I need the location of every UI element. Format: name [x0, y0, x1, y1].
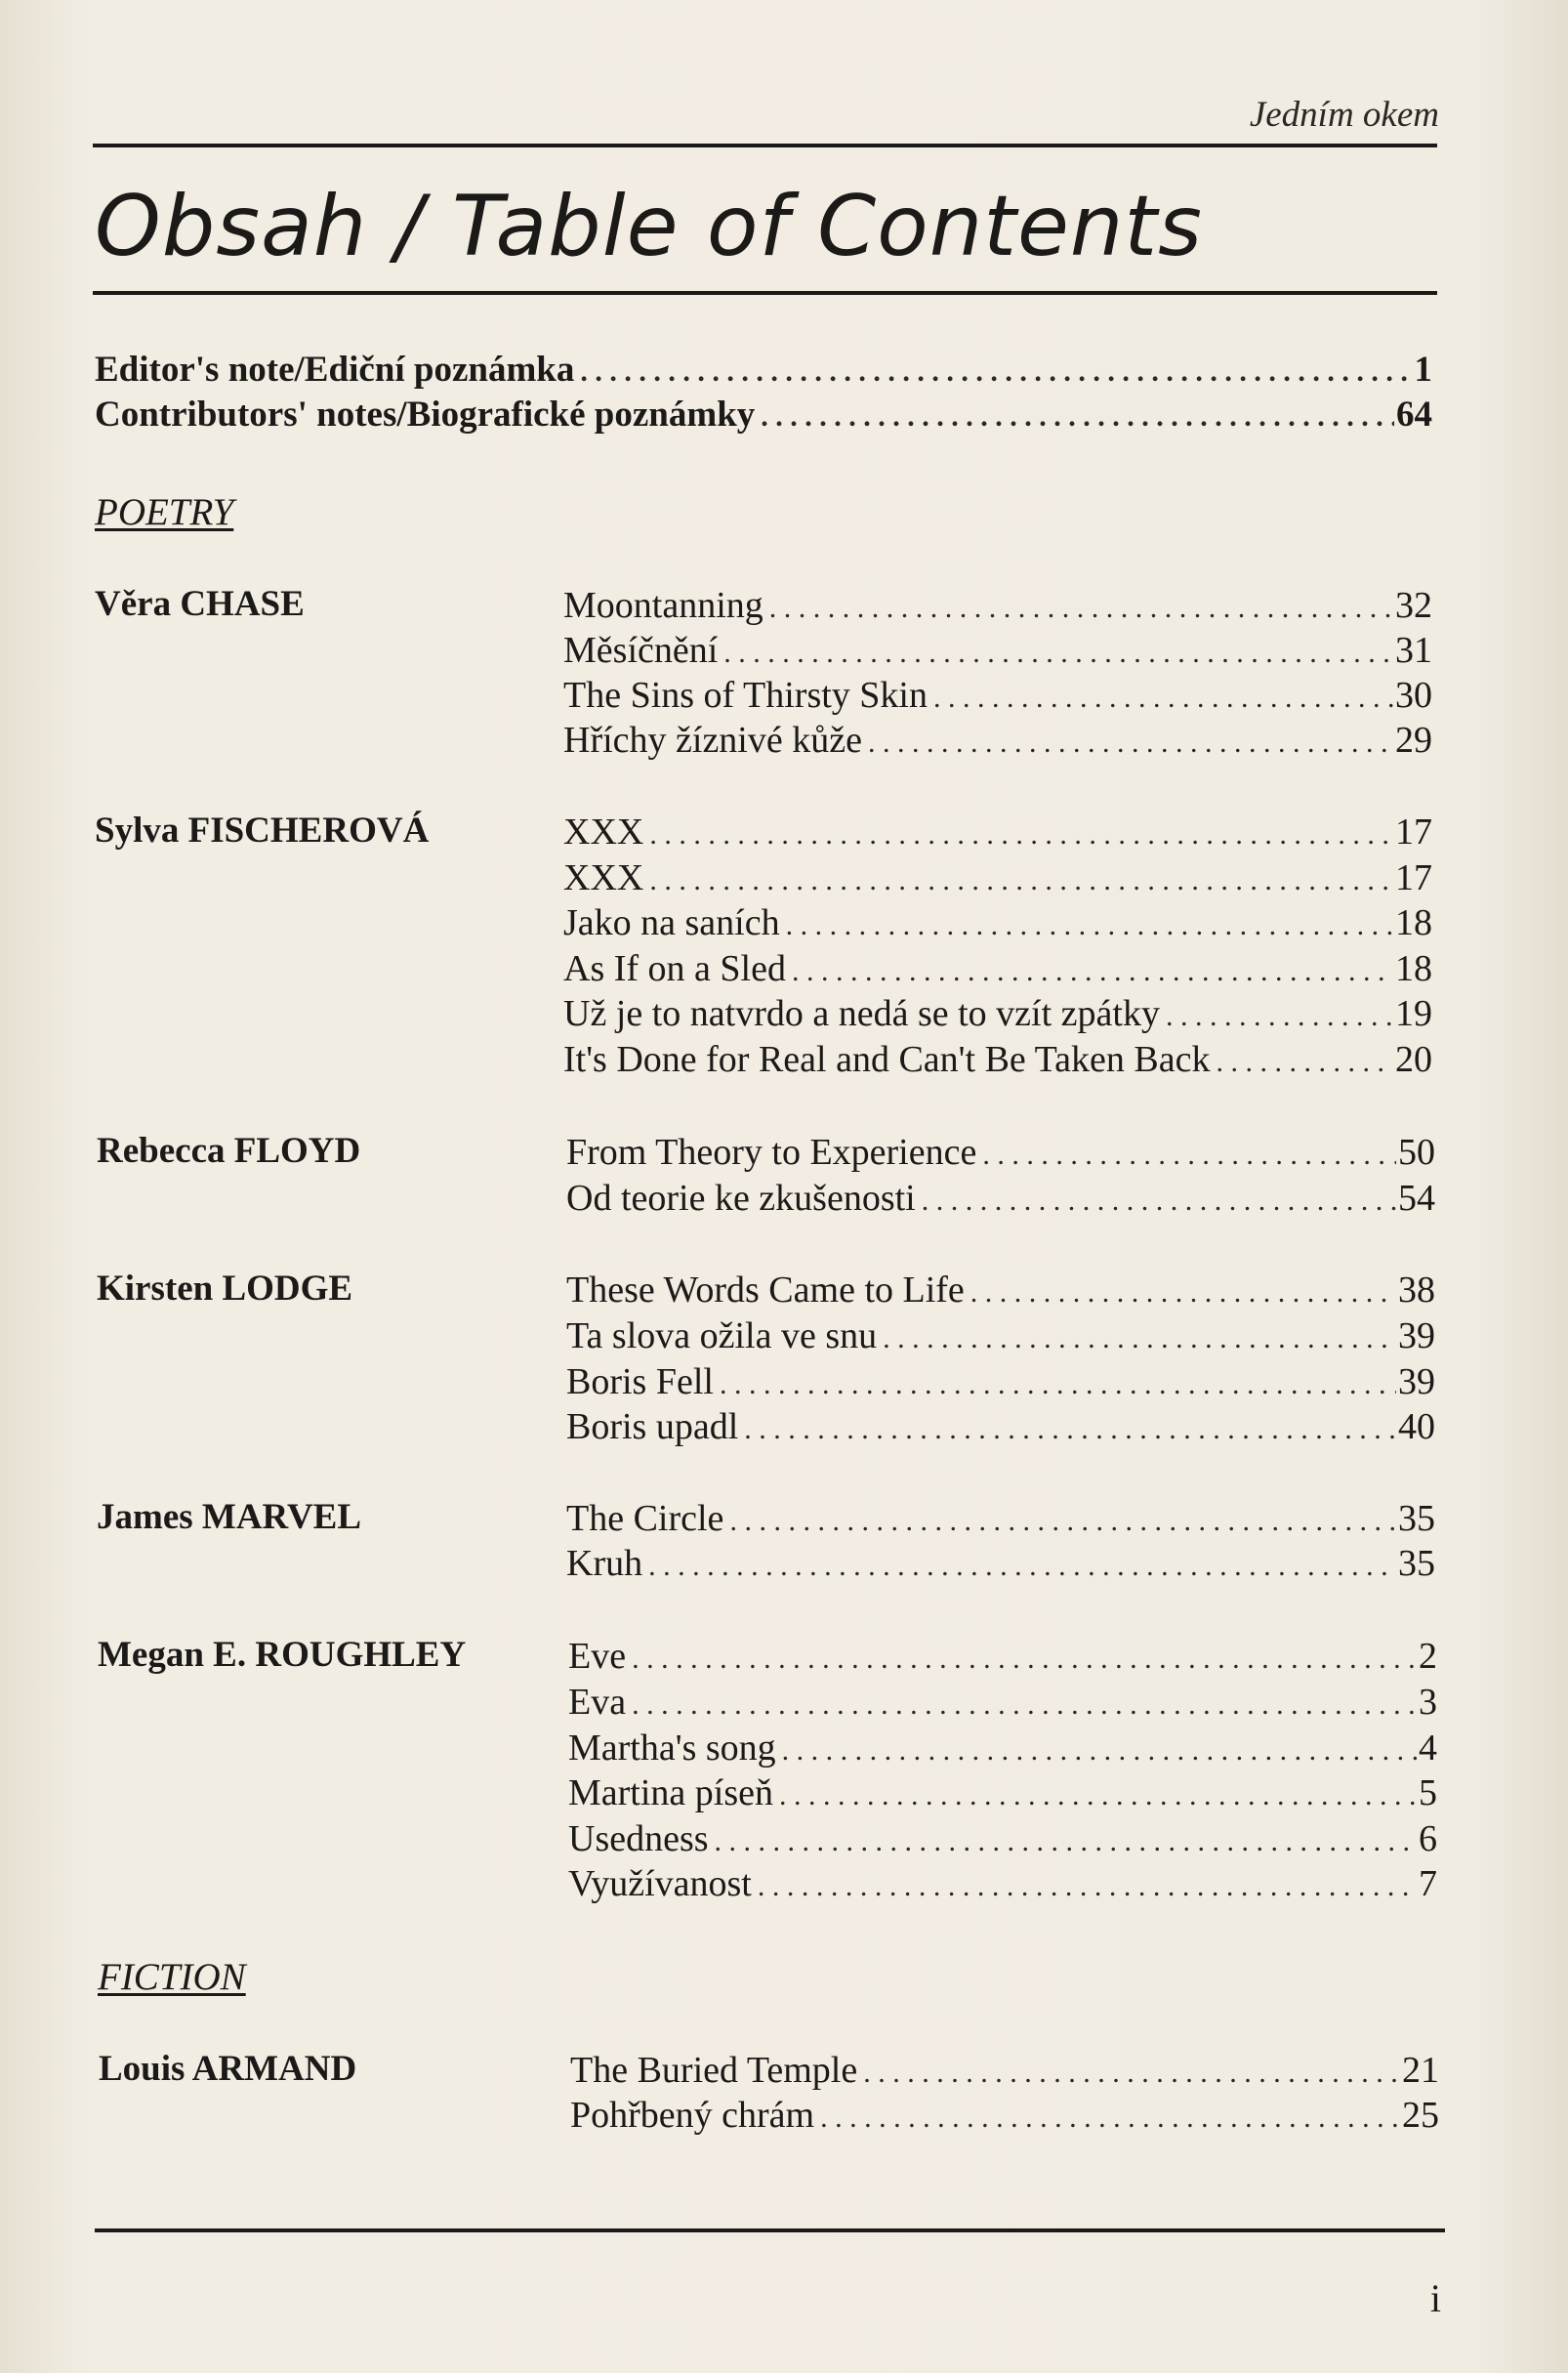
- toc-entry: [568, 1770, 1437, 1818]
- toc-entry: [566, 1313, 1435, 1361]
- author-name: Věra CHASE: [95, 584, 305, 624]
- toc-entry: [568, 1680, 1437, 1728]
- entry-title: As If on a Sled: [563, 948, 786, 989]
- entry-page: 64: [1396, 395, 1432, 435]
- entry-page: 5: [1419, 1772, 1437, 1813]
- dot-leader: [970, 1268, 1396, 1315]
- entry-title: Měsíčnění: [563, 630, 719, 671]
- dot-leader: [758, 1861, 1417, 1909]
- entry-page: 35: [1398, 1498, 1435, 1539]
- entry-page: 35: [1398, 1543, 1435, 1584]
- dot-leader: [786, 900, 1393, 948]
- toc-entry: [566, 1496, 1435, 1544]
- dot-leader: [863, 2048, 1400, 2096]
- entry-title: The Circle: [566, 1498, 724, 1539]
- dot-leader: [580, 348, 1412, 395]
- dot-leader: [883, 1313, 1396, 1361]
- entry-title: It's Done for Real and Can't Be Taken Back: [563, 1039, 1211, 1080]
- entry-title: Boris Fell: [566, 1361, 714, 1402]
- dot-leader: [782, 1726, 1417, 1773]
- dot-leader: [922, 1176, 1396, 1224]
- entry-title: Využívanost: [568, 1863, 752, 1904]
- toc-entry: [563, 855, 1432, 903]
- entry-page: 7: [1419, 1863, 1437, 1904]
- entry-page: 18: [1395, 948, 1432, 989]
- dot-leader: [648, 1541, 1396, 1589]
- entry-page: 54: [1398, 1178, 1435, 1219]
- entry-title: Usedness: [568, 1818, 709, 1859]
- dot-leader: [729, 1496, 1396, 1544]
- toc-entry: [568, 1726, 1437, 1773]
- dot-leader: [720, 1359, 1396, 1407]
- toc-entry: [568, 1816, 1437, 1864]
- toc-entry: [566, 1541, 1435, 1589]
- toc-entry: [563, 583, 1432, 631]
- entry-title: The Sins of Thirsty Skin: [563, 675, 928, 716]
- entry-title: XXX: [563, 812, 644, 853]
- toc-entry: [566, 1404, 1435, 1452]
- entry-title: The Buried Temple: [570, 2050, 858, 2091]
- entry-page: 39: [1398, 1315, 1435, 1356]
- toc-entry: [563, 718, 1432, 766]
- toc-entry-contributors-notes: [95, 393, 1432, 439]
- footer-rule: [95, 2228, 1445, 2232]
- dot-leader: [744, 1404, 1396, 1452]
- dot-leader: [769, 583, 1393, 631]
- dot-leader: [933, 673, 1393, 721]
- toc-entry: [566, 1130, 1435, 1178]
- entry-title: Hříchy žíznivé kůže: [563, 720, 862, 761]
- entry-page: 30: [1395, 675, 1432, 716]
- dot-leader: [715, 1816, 1417, 1864]
- author-name: Kirsten LODGE: [97, 1269, 353, 1309]
- toc-entry-editors-note: [95, 348, 1432, 395]
- entry-page: 6: [1419, 1818, 1437, 1859]
- entry-page: 31: [1395, 630, 1432, 671]
- entry-title: Pohřbený chrám: [570, 2095, 815, 2136]
- entry-page: 1: [1414, 350, 1432, 390]
- toc-entry: [568, 1861, 1437, 1909]
- dot-leader: [820, 2093, 1400, 2141]
- entry-title: These Words Came to Life: [566, 1270, 965, 1311]
- entry-title: Editor's note/Ediční poznámka: [95, 350, 575, 390]
- entry-page: 3: [1419, 1682, 1437, 1723]
- toc-entry: [570, 2048, 1439, 2096]
- dot-leader: [779, 1770, 1417, 1818]
- dot-leader: [982, 1130, 1396, 1178]
- toc-entry: [566, 1359, 1435, 1407]
- entry-page: 39: [1398, 1361, 1435, 1402]
- section-heading-fiction: FICTION: [98, 1956, 246, 1998]
- toc-entry: [563, 673, 1432, 721]
- toc-entry: [563, 946, 1432, 994]
- toc-entry: [563, 628, 1432, 676]
- dot-leader: [792, 946, 1393, 994]
- page-title: Obsah / Table of Contents: [95, 178, 1203, 275]
- entry-title: XXX: [563, 857, 644, 898]
- entry-page: 18: [1395, 902, 1432, 943]
- dot-leader: [649, 810, 1393, 857]
- entry-page: 40: [1398, 1406, 1435, 1447]
- entry-title: Contributors' notes/Biografické poznámky: [95, 395, 756, 435]
- entry-title: From Theory to Experience: [566, 1132, 977, 1173]
- entry-page: 2: [1419, 1636, 1437, 1677]
- entry-page: 19: [1395, 993, 1432, 1034]
- entry-title: Kruh: [566, 1543, 643, 1584]
- toc-entry: [563, 900, 1432, 948]
- dot-leader: [649, 855, 1393, 903]
- entry-page: 17: [1395, 857, 1432, 898]
- toc-entry: [568, 1634, 1437, 1682]
- toc-entry: [570, 2093, 1439, 2141]
- entry-title: Moontanning: [563, 585, 763, 626]
- entry-page: 21: [1402, 2050, 1439, 2091]
- entry-title: Martha's song: [568, 1728, 776, 1769]
- toc-entry: [563, 810, 1432, 857]
- toc-entry: [566, 1176, 1435, 1224]
- entry-page: 32: [1395, 585, 1432, 626]
- dot-leader: [1216, 1037, 1393, 1085]
- dot-leader: [723, 628, 1393, 676]
- page-number: i: [1429, 2276, 1441, 2320]
- entry-title: Už je to natvrdo a nedá se to vzít zpátky: [563, 993, 1160, 1034]
- dot-leader: [761, 393, 1394, 439]
- entry-title: Eva: [568, 1682, 627, 1723]
- title-rule: [93, 291, 1437, 295]
- toc-entry: [563, 991, 1432, 1039]
- entry-title: Boris upadl: [566, 1406, 739, 1447]
- author-name: Sylva FISCHEROVÁ: [95, 811, 430, 851]
- dot-leader: [632, 1680, 1417, 1728]
- dot-leader: [632, 1634, 1417, 1682]
- entry-title: Od teorie ke zkušenosti: [566, 1178, 916, 1219]
- header-rule: [93, 144, 1437, 147]
- entry-page: 4: [1419, 1728, 1437, 1769]
- entry-title: Martina píseň: [568, 1772, 774, 1813]
- author-name: Rebecca FLOYD: [97, 1131, 361, 1171]
- entry-page: 17: [1395, 812, 1432, 853]
- dot-leader: [868, 718, 1393, 766]
- entry-page: 20: [1395, 1039, 1432, 1080]
- running-head: Jedním okem: [1249, 95, 1439, 135]
- author-name: Louis ARMAND: [99, 2049, 357, 2089]
- entry-title: Eve: [568, 1636, 627, 1677]
- entry-page: 50: [1398, 1132, 1435, 1173]
- entry-page: 29: [1395, 720, 1432, 761]
- author-name: James MARVEL: [97, 1497, 362, 1537]
- section-heading-poetry: POETRY: [95, 491, 234, 533]
- entry-page: 38: [1398, 1270, 1435, 1311]
- entry-page: 25: [1402, 2095, 1439, 2136]
- dot-leader: [1166, 991, 1393, 1039]
- entry-title: Ta slova ožila ve snu: [566, 1315, 878, 1356]
- author-name: Megan E. ROUGHLEY: [98, 1635, 467, 1675]
- entry-title: Jako na saních: [563, 902, 780, 943]
- toc-entry: [563, 1037, 1432, 1085]
- toc-entry: [566, 1268, 1435, 1315]
